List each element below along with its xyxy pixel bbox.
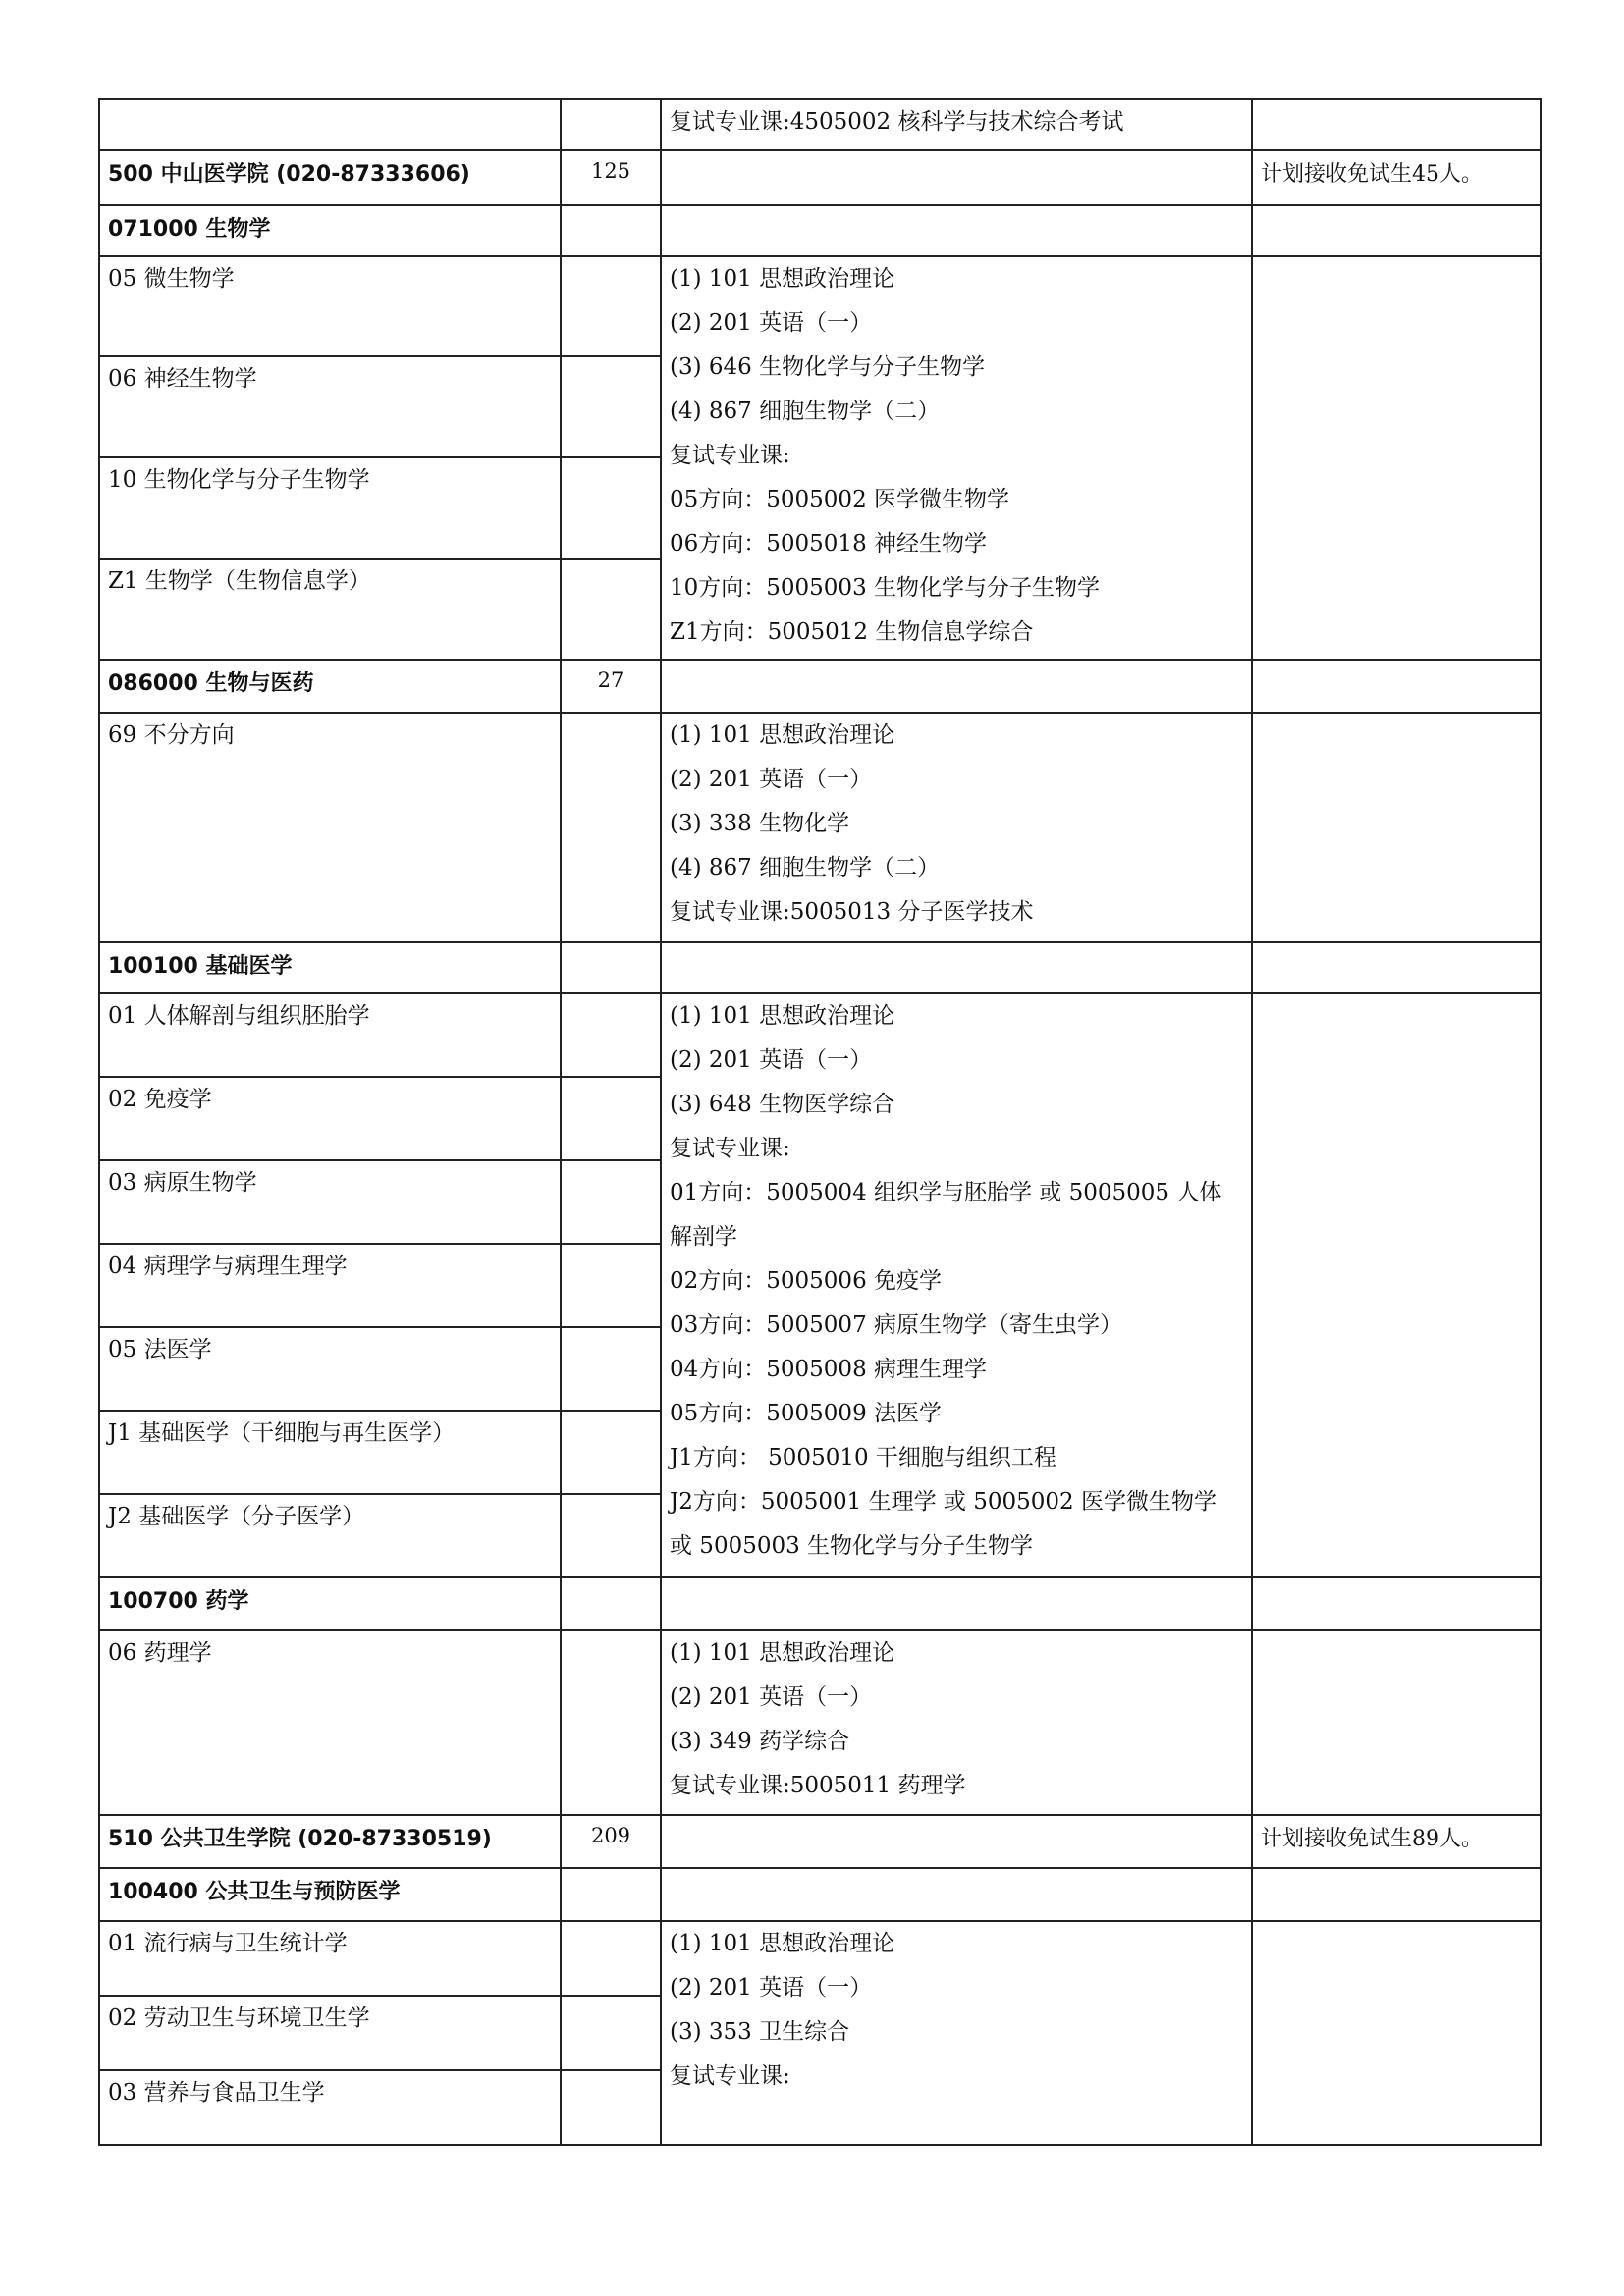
major-row: [99, 942, 1541, 993]
major-row: [99, 1868, 1541, 1921]
direction-name: 01 人体解剖与组织胚胎学: [99, 993, 561, 1077]
exam-subjects-cell: (1) 101 思想政治理论 (2) 201 英语（一） (3) 338 生物化学 (4) 867 细胞生物学（二） 复试专业课:5005013 分子医学技术: [661, 713, 1252, 942]
catalog-table: [98, 98, 1542, 2146]
major-row: [99, 1577, 1541, 1630]
direction-name: J2 基础医学（分子医学）: [99, 1494, 561, 1577]
direction-name: 10 生物化学与分子生物学: [99, 457, 561, 559]
direction-name: 03 病原生物学: [99, 1160, 561, 1244]
direction-row: [99, 993, 1541, 1077]
direction-row: [99, 713, 1541, 942]
major-name: 071000 生物学: [99, 205, 561, 256]
direction-name: J1 基础医学（干细胞与再生医学）: [99, 1411, 561, 1494]
major-name: 100700 药学: [99, 1577, 561, 1630]
retest-course-cell: 复试专业课:4505002 核科学与技术综合考试: [661, 99, 1252, 150]
enrollment-count: 125: [561, 150, 661, 205]
exam-subjects-cell: (1) 101 思想政治理论 (2) 201 英语（一） (3) 648 生物医学综合 复试专业课: 01方向：5005004 组织学与胚胎学 或 5005005 人体解剖学 02方向：5005006 免疫学 03方向：5005007 病原生物学（寄生虫学） 04方向：5005008 病理生理学 05方向：5005009 法医学 J1方向： 5005010 干细胞与组织工程 J2方向：5005001 生理学 或 5005002 医学微生物学 或 5005003 生物化学与分子生物学: [661, 993, 1252, 1577]
direction-name: 02 劳动卫生与环境卫生学: [99, 1996, 561, 2070]
direction-name: 06 神经生物学: [99, 356, 561, 457]
exam-subjects-cell: (1) 101 思想政治理论 (2) 201 英语（一） (3) 353 卫生综合 复试专业课:: [661, 1921, 1252, 2145]
direction-name: 04 病理学与病理生理学: [99, 1244, 561, 1327]
major-name: 100400 公共卫生与预防医学: [99, 1868, 561, 1921]
exemption-note: 计划接收免试生89人。: [1252, 1815, 1541, 1868]
major-name: 100100 基础医学: [99, 942, 561, 993]
exam-subjects-cell: (1) 101 思想政治理论 (2) 201 英语（一） (3) 646 生物化学与分子生物学 (4) 867 细胞生物学（二） 复试专业课: 05方向：5005002 医学微生物学 06方向：5005018 神经生物学 10方向：5005003 生物化学与分子生物学 Z1方向：5005012 生物信息学综合: [661, 256, 1252, 660]
direction-name: 03 营养与食品卫生学: [99, 2070, 561, 2145]
direction-row: [99, 1921, 1541, 1996]
direction-name: Z1 生物学（生物信息学）: [99, 559, 561, 660]
direction-name: 06 药理学: [99, 1630, 561, 1815]
direction-row: [99, 1630, 1541, 1815]
exam-subjects-cell: (1) 101 思想政治理论 (2) 201 英语（一） (3) 349 药学综合 复试专业课:5005011 药理学: [661, 1630, 1252, 1815]
school-row: [99, 1815, 1541, 1868]
school-name: 510 公共卫生学院 (020-87330519): [99, 1815, 561, 1868]
direction-name: 05 法医学: [99, 1327, 561, 1411]
major-row: [99, 660, 1541, 713]
school-name: 500 中山医学院 (020-87333606): [99, 150, 561, 205]
school-row: [99, 150, 1541, 205]
direction-name: 01 流行病与卫生统计学: [99, 1921, 561, 1996]
admission-catalog-page: [98, 98, 1540, 2146]
major-row: [99, 205, 1541, 256]
direction-name: 05 微生物学: [99, 256, 561, 356]
enrollment-count: 27: [561, 660, 661, 713]
major-name: 086000 生物与医药: [99, 660, 561, 713]
exemption-note: 计划接收免试生45人。: [1252, 150, 1541, 205]
table-row: [99, 99, 1541, 150]
direction-name: 69 不分方向: [99, 713, 561, 942]
enrollment-count: 209: [561, 1815, 661, 1868]
direction-name: 02 免疫学: [99, 1077, 561, 1160]
direction-row: [99, 256, 1541, 356]
